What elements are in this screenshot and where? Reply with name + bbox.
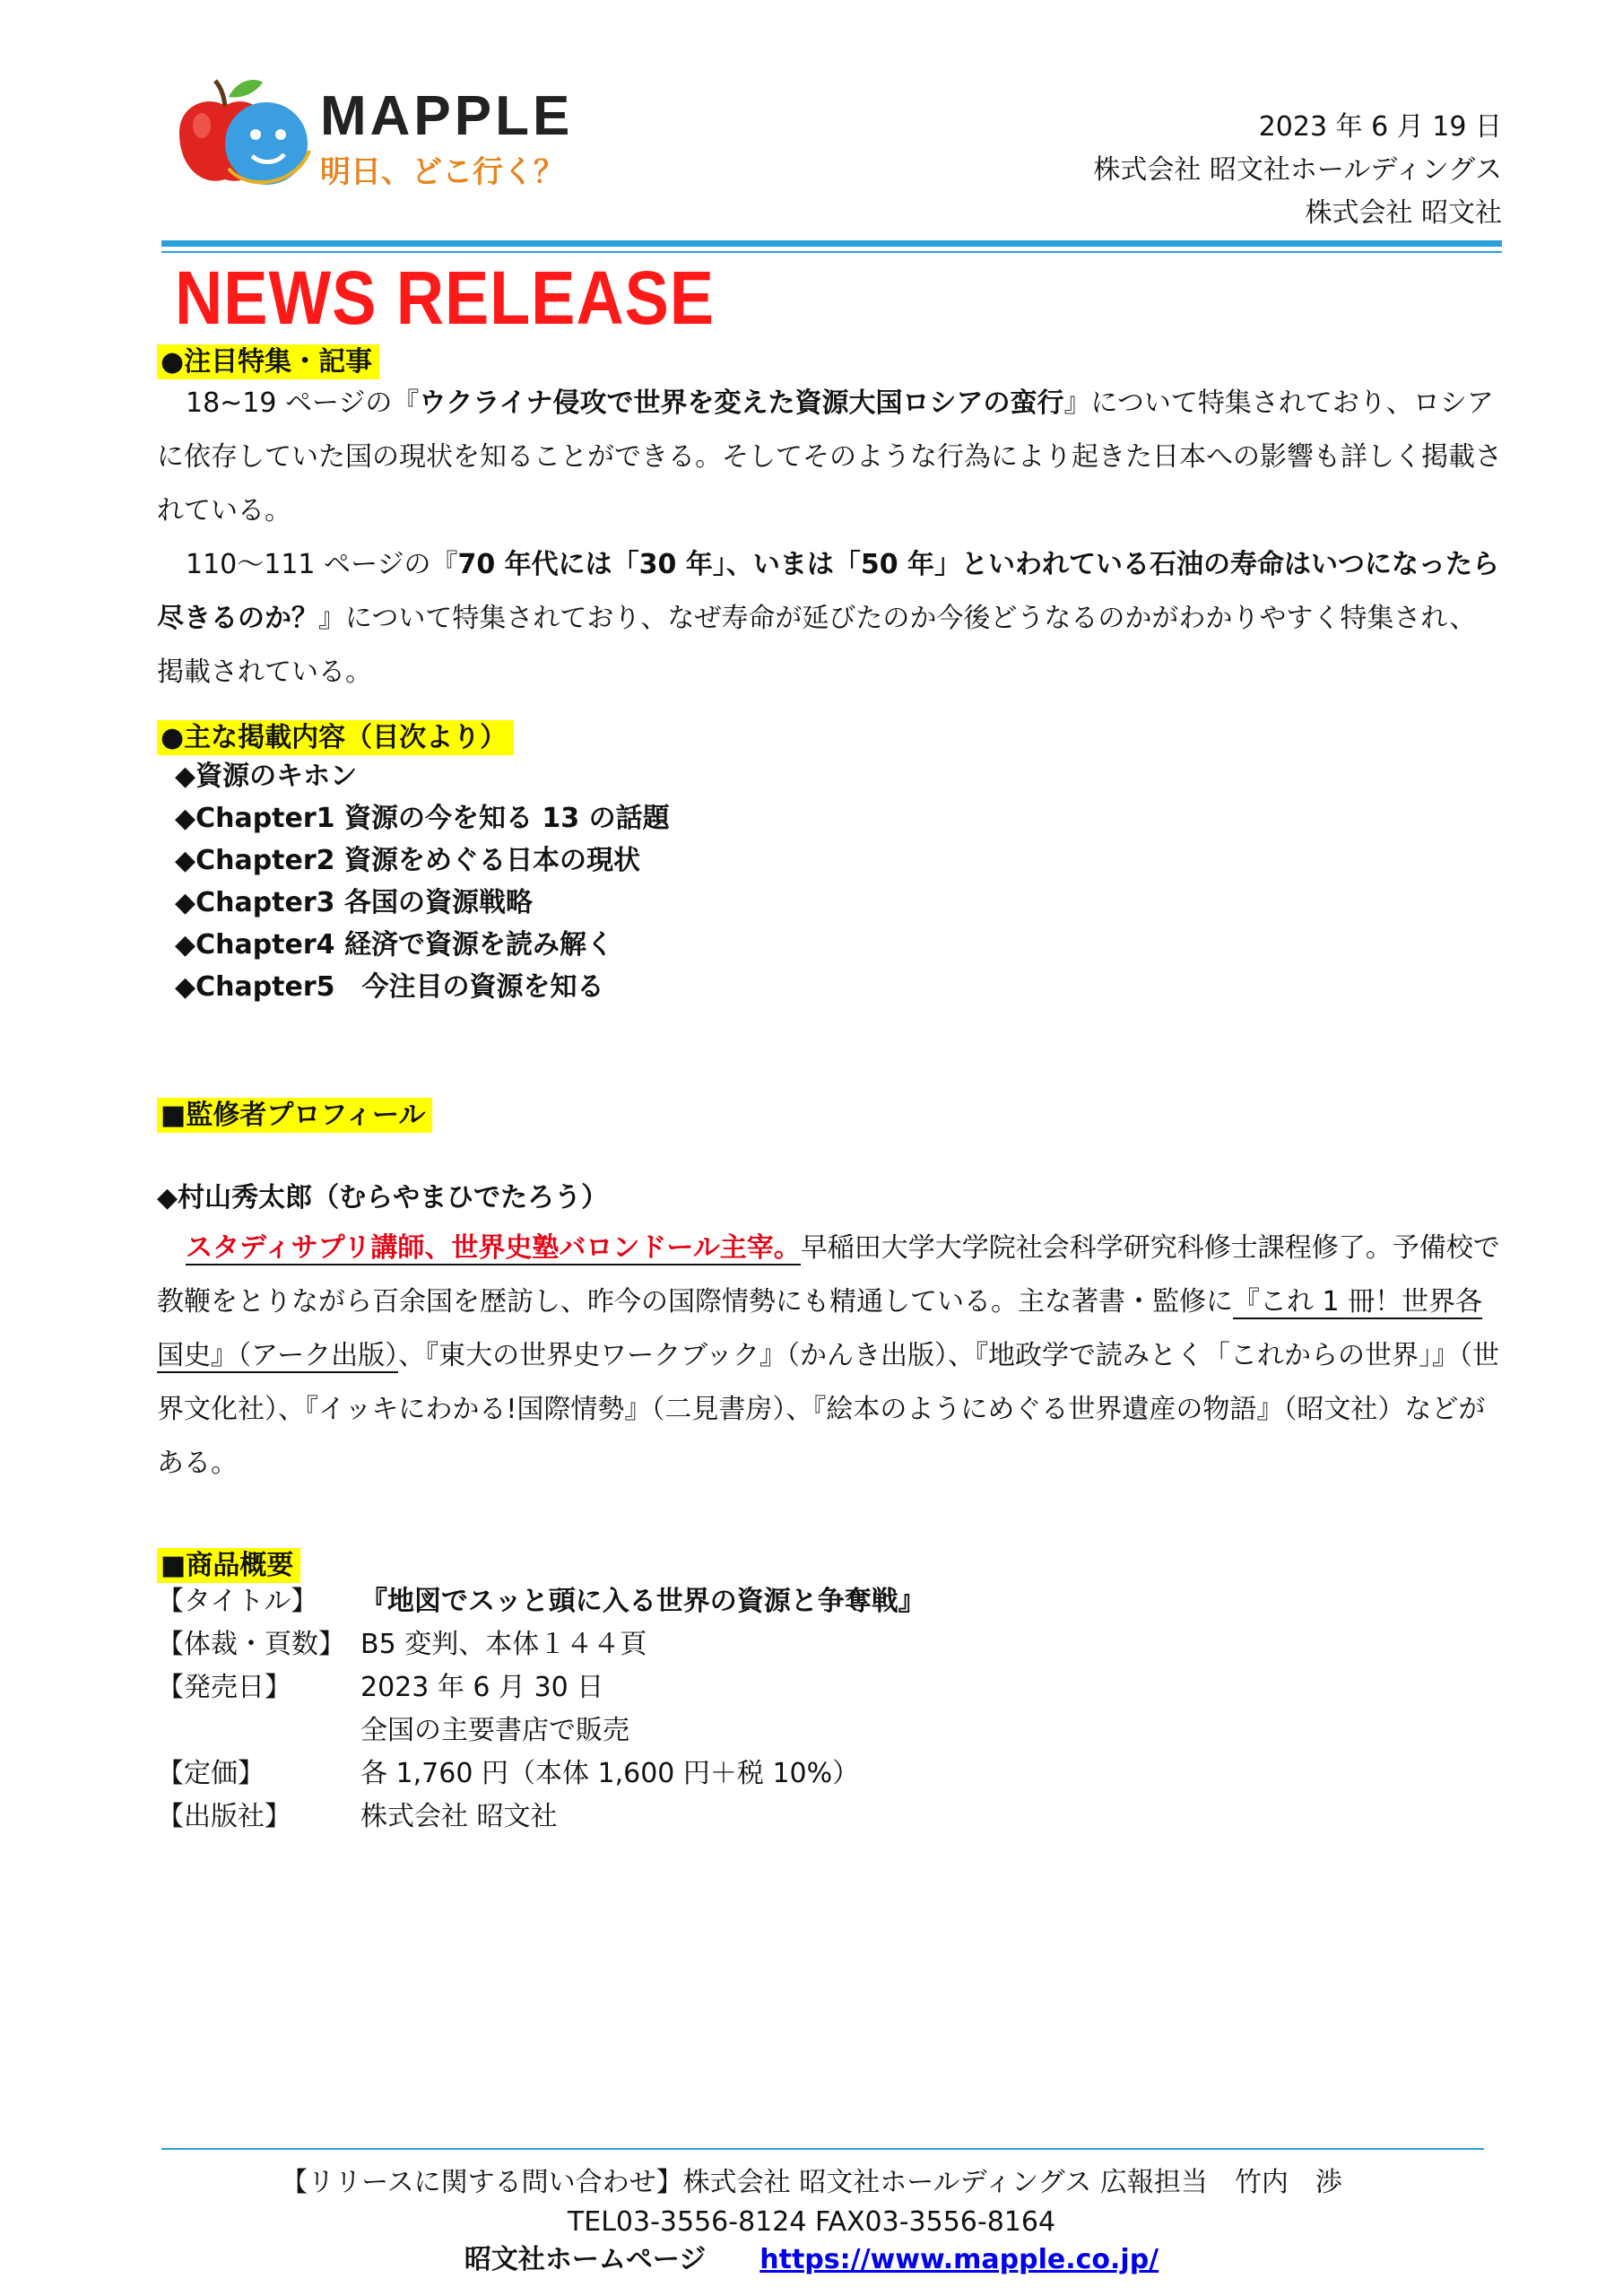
company-holdings: 株式会社 昭文社ホールディングス <box>1093 154 1502 186</box>
list-item: ◆Chapter2 資源をめぐる日本の現状 <box>175 845 640 876</box>
spec-value: 『地図でスッと頭に入る世界の資源と争奪戦』 <box>360 1586 925 1617</box>
list-item: ◆資源のキホン <box>175 761 358 792</box>
contents-list <box>175 755 670 1008</box>
list-item: ◆Chapter3 各国の資源戦略 <box>175 887 533 918</box>
apple-logo-icon <box>166 70 632 204</box>
supervisor-role: スタディサプリ講師、世界史塾バロンドール主宰。 <box>186 1232 801 1264</box>
mapple-logo <box>166 70 632 204</box>
feature-paragraph-1: 18~19 ページの『ウクライナ侵攻で世界を変えた資源大国ロシアの蛮行』について特集されており、ロシアに依存していた国の現状を知ることができる。そしてそのような行為により起きた日本への影響も詳しく掲載されている。 <box>157 387 1502 526</box>
spec-value: 全国の主要書店で販売 <box>360 1715 629 1746</box>
homepage-link[interactable]: https://www.mapple.co.jp/ <box>759 2244 1159 2275</box>
footer-tel-fax: TEL03-3556-8124 FAX03-3556-8164 <box>567 2206 1056 2238</box>
spec-value: B5 変判、本体１４４頁 <box>360 1629 647 1660</box>
spec-label: 【タイトル】 <box>157 1586 318 1617</box>
spec-label: 【発売日】 <box>157 1672 291 1703</box>
supervisor-name: ◆村山秀太郎（むらやまひでたろう） <box>157 1182 609 1213</box>
company-shobunsha: 株式会社 昭文社 <box>1305 197 1502 229</box>
list-item: ◆Chapter4 経済で資源を読み解く <box>175 929 613 961</box>
contents-heading: ●主な掲載内容（目次より） <box>157 715 514 754</box>
spec-label: 【出版社】 <box>157 1801 291 1832</box>
list-item: ◆Chapter1 資源の今を知る 13 の話題 <box>175 803 670 834</box>
logo-tagline: 明日、どこ行く？ <box>320 154 564 190</box>
spec-label: 【体裁・頁数】 <box>157 1629 345 1660</box>
product-specs <box>157 1580 925 1839</box>
footer-homepage <box>0 2240 1623 2280</box>
feature-title-2: 70 年代には「30 年」、いまは「50 年」といわれている石油の寿命はいつになったら尽きるのか？ <box>157 549 1500 634</box>
release-date: 2023 年 6 月 19 日 <box>1258 111 1502 143</box>
spec-row-publisher <box>157 1796 925 1839</box>
spec-value: 株式会社 昭文社 <box>360 1801 558 1832</box>
spec-row-release <box>157 1666 925 1709</box>
spec-label: 【定価】 <box>157 1758 265 1789</box>
header-rule <box>161 240 1502 247</box>
spec-value: 2023 年 6 月 30 日 <box>360 1672 604 1703</box>
product-heading: ■商品概要 <box>157 1543 300 1582</box>
footer-contact: 【リリースに関する問い合わせ】株式会社 昭文社ホールディングス 広報担当 竹内 渉 <box>281 2167 1342 2198</box>
profile-heading: ■監修者プロフィール <box>157 1092 432 1132</box>
book-title-underlined: 『これ 1 冊！世界各国史』（アーク出版） <box>157 1286 1483 1371</box>
profile-paragraph: スタディサプリ講師、世界史塾バロンドール主宰。早稲田大学大学院社会科学研究科修士課程修了。予備校で教鞭をとりながら百余国を歴訪し、昨今の国際情勢にも精通している。主な著書・監修に『これ 1 冊！世界各国史』（アーク出版）、『東大の世界史ワークブック』（かんき出版）、『地政学で読みとく「これからの世界」』（世界文化社）、『イッキにわかる!国際情勢』（二見書房）、『絵本のようにめぐる世界遺産の物語』（昭文社）などがある。 <box>157 1232 1500 1479</box>
homepage-label: 昭文社ホームページ <box>464 2244 707 2275</box>
footer-rule <box>161 2148 1484 2150</box>
spec-label <box>157 1709 360 1752</box>
news-release-title: NEWS RELEASE <box>175 256 716 340</box>
spec-row-price <box>157 1752 925 1796</box>
spec-row-title <box>157 1580 925 1623</box>
list-item: ◆Chapter5 今注目の資源を知る <box>175 971 604 1003</box>
spec-row-availability <box>157 1709 925 1752</box>
spec-row-format <box>157 1623 925 1666</box>
feature-heading: ●注目特集・記事 <box>157 339 379 378</box>
spec-value: 各 1,760 円（本体 1,600 円＋税 10%） <box>360 1758 860 1789</box>
feature-title-1: ウクライナ侵攻で世界を変えた資源大国ロシアの蛮行 <box>419 387 1064 419</box>
logo-brand: MAPPLE <box>320 85 574 147</box>
feature-paragraph-2: 110～111 ページの『70 年代には「30 年」、いまは「50 年」といわれている石油の寿命はいつになったら尽きるのか？』について特集されており、なぜ寿命が延びたのか今後どうなるのかがわかりやすく特集され、掲載されている。 <box>157 549 1500 688</box>
header-rule-thin <box>161 251 1502 253</box>
